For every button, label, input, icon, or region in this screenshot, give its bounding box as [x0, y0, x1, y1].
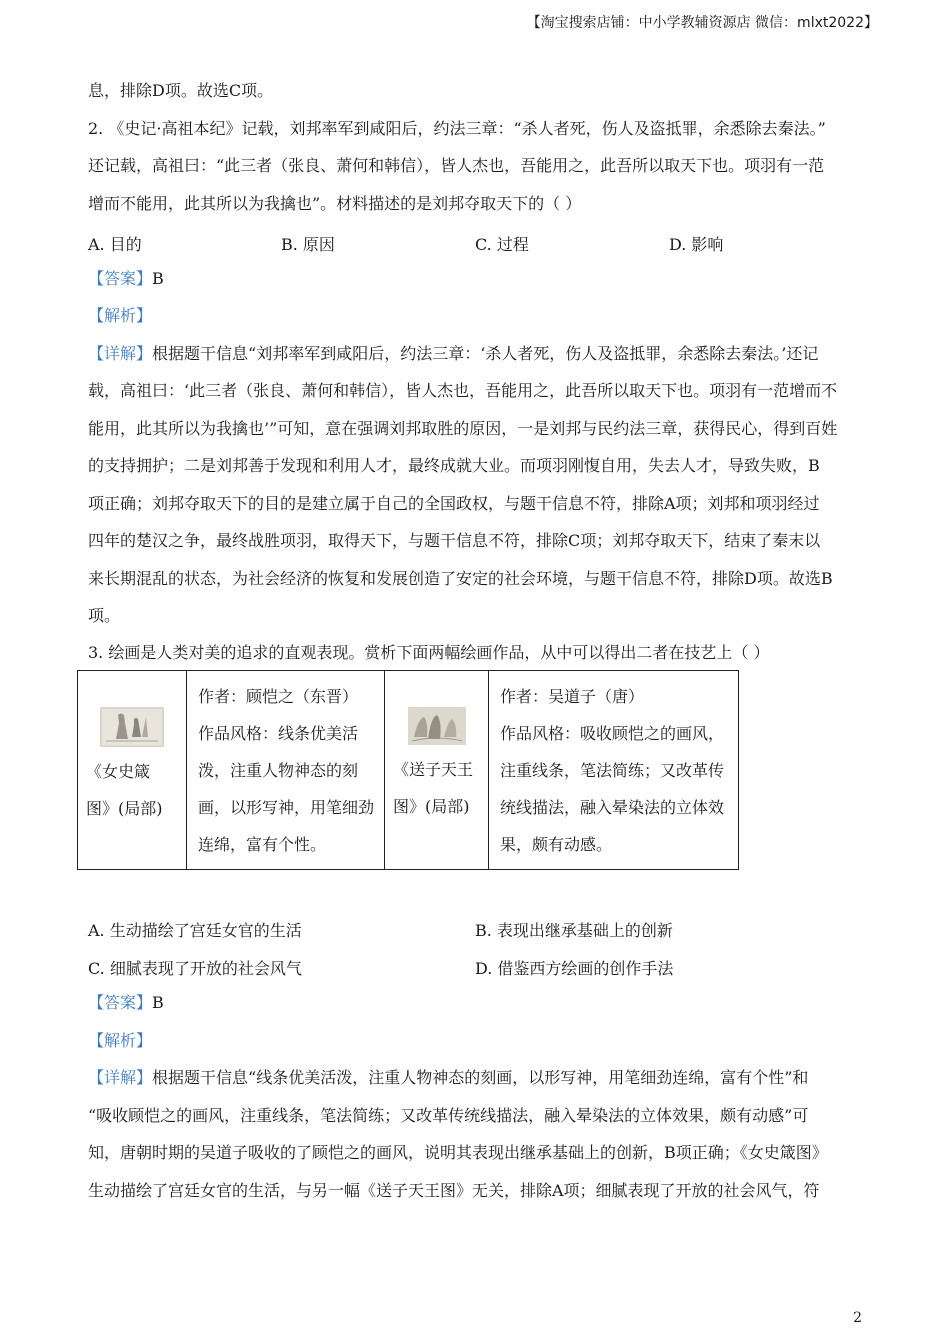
detail-label: 【详解】	[88, 344, 153, 363]
desc-line: 注重线条，笔法简练；又改革传	[500, 761, 725, 780]
q3-option-b: B. 表现出继承基础上的创新	[475, 921, 673, 940]
desc-line: 作者：吴道子（唐）	[500, 687, 645, 706]
caption-line: 《送子天王	[393, 760, 474, 779]
q2-option-c: C. 过程	[475, 235, 529, 254]
q2-detail-line: 来长期混乱的状态，为社会经济的恢复和发展创造了安定的社会环境，与题干信息不符，排除D项。故选B	[88, 569, 833, 588]
q3-option-c: C. 细腻表现了开放的社会风气	[88, 959, 302, 978]
q3-option-a: A. 生动描绘了宫廷女官的生活	[88, 921, 302, 940]
detail-text: 根据题干信息“线条优美活泼，注重人物神态的刻画，以形写神，用笔细劲连绵，富有个性”和	[152, 1068, 809, 1087]
q3-answer	[88, 993, 164, 1013]
answer-value: B	[152, 269, 164, 288]
q2-detail-line: 项正确；刘邦夺取天下的目的是建立属于自己的全国政权，与题干信息不符，排除A项；刘邦和项羽经过	[88, 494, 820, 513]
q3-analysis-label: 【解析】	[88, 1031, 153, 1050]
painting-cell-right	[385, 671, 489, 870]
painting-desc-right	[489, 671, 739, 870]
painting-thumbnail-songzitianwang	[408, 707, 466, 745]
detail-label: 【详解】	[88, 1068, 153, 1087]
q1-tail-text: 息，排除D项。故选C项。	[88, 81, 274, 100]
q2-stem-line: 增而不能用，此其所以为我擒也”。材料描述的是刘邦夺取天下的（ ）	[88, 194, 582, 213]
painting-thumbnail-nushizhen	[100, 707, 164, 747]
q2-detail-line: 四年的楚汉之争，最终战胜项羽，取得天下，与题干信息不符，排除C项；刘邦夺取天下，结束了秦末以	[88, 531, 821, 550]
painting-desc-left	[187, 671, 385, 870]
q2-detail-line: 能用，此其所以为我擒也’”可知，意在强调刘邦取胜的原因，一是刘邦与民约法三章，获得民心，得到百姓	[88, 419, 838, 438]
q3-detail-line	[88, 1068, 808, 1088]
page-header: 【淘宝搜索店铺：中小学教辅资源店 微信：mlxt2022】	[526, 15, 878, 31]
q2-detail-line: 的支持拥护；二是刘邦善于发现和利用人才，最终成就大业。而项羽刚愎自用，失去人才，导致失败，B	[88, 456, 820, 475]
desc-line: 泼，注重人物神态的刻	[198, 761, 359, 780]
q2-analysis-label: 【解析】	[88, 306, 153, 325]
q3-option-d: D. 借鉴西方绘画的创作手法	[475, 959, 674, 978]
desc-line: 果，颇有动感。	[500, 835, 613, 854]
desc-line: 统线描法，融入晕染法的立体效	[500, 798, 725, 817]
q2-detail-line: 项。	[88, 606, 121, 625]
desc-line: 作者：顾恺之（东晋）	[198, 687, 359, 706]
q2-detail-line: 载，高祖曰：‘此三者（张良、萧何和韩信），皆人杰也，吾能用之，此吾所以取天下也。项羽有一范增而不	[88, 381, 838, 400]
painting-caption-right	[385, 751, 488, 825]
q2-detail-line	[88, 344, 818, 364]
q3-detail-line: “吸收顾恺之的画风，注重线条，笔法简练；又改革传统线描法，融入晕染法的立体效果，颇有动感”可	[88, 1106, 809, 1125]
q2-option-b: B. 原因	[281, 235, 335, 254]
q2-stem-line: 2. 《史记·高祖本纪》记载，刘邦率军到咸阳后，约法三章：“杀人者死，伤人及盗抵罪，余悉除去秦法。”	[88, 119, 826, 138]
q3-detail-line: 生动描绘了宫廷女官的生活，与另一幅《送子天王图》无关，排除A项；细腻表现了开放的社会风气，符	[88, 1181, 820, 1200]
desc-line: 画，以形写神，用笔细劲	[198, 798, 375, 817]
q2-option-a: A. 目的	[88, 235, 142, 254]
desc-line: 作品风格：吸收顾恺之的画风，	[500, 724, 725, 743]
q2-answer	[88, 269, 164, 289]
answer-label: 【答案】	[88, 269, 153, 288]
caption-line: 图》(局部)	[86, 799, 163, 818]
answer-label: 【答案】	[88, 993, 153, 1012]
desc-line: 作品风格：线条优美活	[198, 724, 359, 743]
painting-caption-left	[78, 753, 186, 827]
painting-comparison-table	[77, 670, 739, 870]
desc-line: 连绵，富有个性。	[198, 835, 327, 854]
q3-detail-line: 知，唐朝时期的吴道子吸收的了顾恺之的画风，说明其表现出继承基础上的创新，B项正确；《女史箴图》	[88, 1143, 828, 1162]
detail-text: 根据题干信息“刘邦率军到咸阳后，约法三章：‘杀人者死，伤人及盗抵罪，余悉除去秦法。’还记	[152, 344, 819, 363]
answer-value: B	[152, 993, 164, 1012]
q2-stem-line: 还记载，高祖曰：“此三者（张良、萧何和韩信），皆人杰也，吾能用之，此吾所以取天下也。项羽有一范	[88, 156, 825, 175]
caption-line: 图》(局部)	[393, 797, 470, 816]
page-number: 2	[853, 1310, 862, 1326]
caption-line: 《女史箴	[86, 762, 151, 781]
painting-cell-left	[78, 671, 187, 870]
q3-stem: 3. 绘画是人类对美的追求的直观表现。赏析下面两幅绘画作品，从中可以得出二者在技艺上（ ）	[88, 643, 770, 662]
q2-option-d: D. 影响	[669, 235, 724, 254]
